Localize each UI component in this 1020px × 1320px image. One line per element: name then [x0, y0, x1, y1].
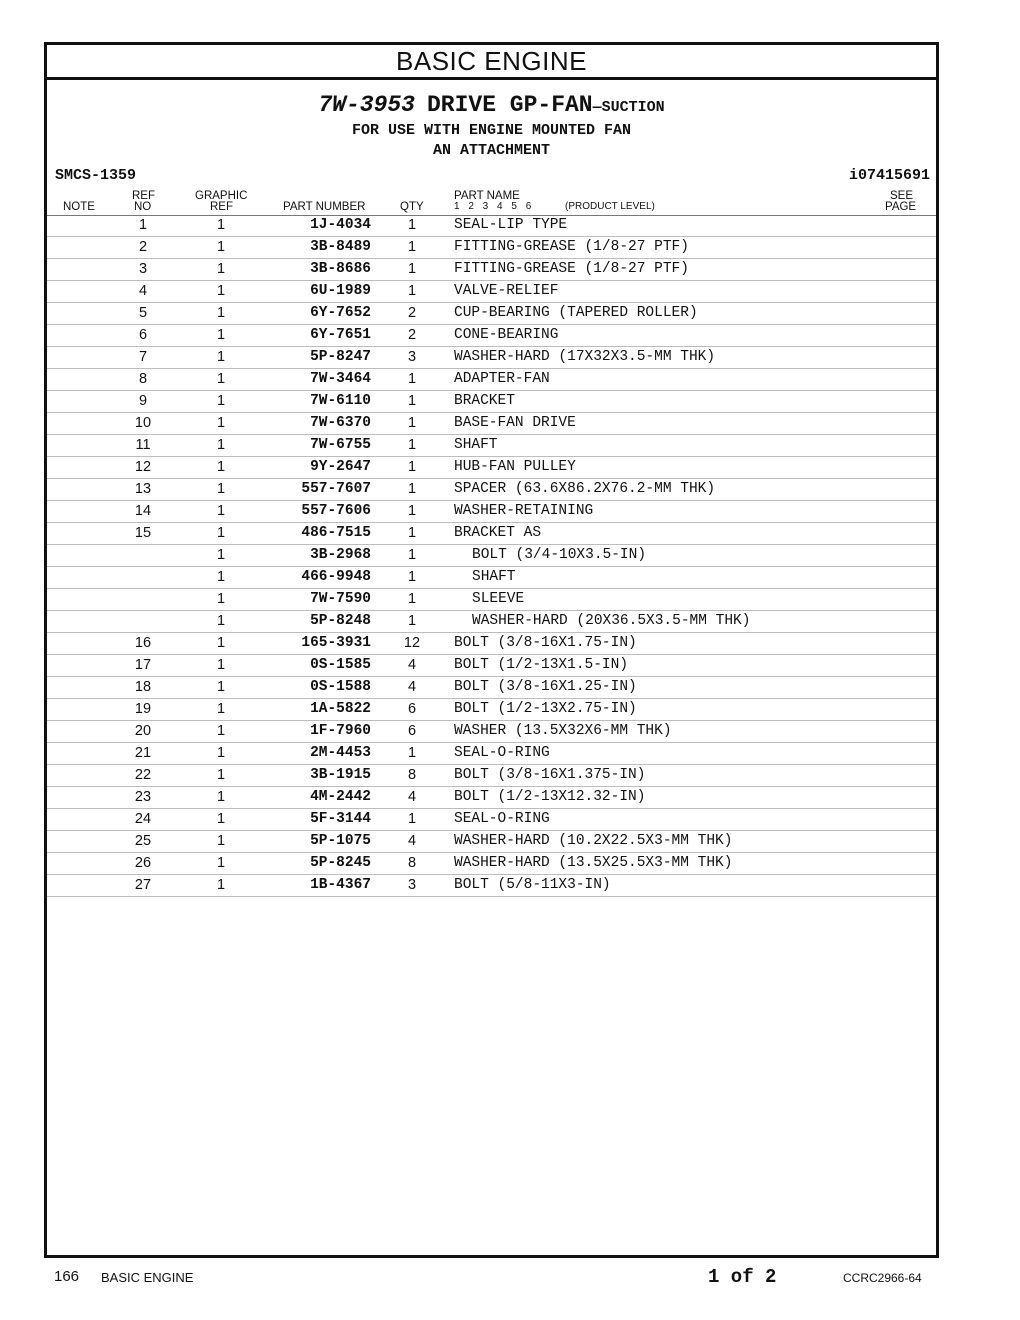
graphic-ref: 1 — [216, 767, 226, 783]
quantity: 1 — [407, 283, 417, 299]
ref-no: 4 — [138, 283, 148, 299]
part-number: 4M-2442 — [310, 789, 371, 805]
part-number: 9Y-2647 — [310, 459, 371, 475]
quantity: 1 — [407, 503, 417, 519]
ref-no: 1 — [138, 217, 148, 233]
part-number: 1J-4034 — [310, 217, 371, 233]
part-number: 7W-6755 — [310, 437, 371, 453]
table-row — [47, 303, 936, 325]
quantity: 1 — [407, 459, 417, 475]
part-name: SEAL-O-RING — [454, 745, 550, 761]
part-number: 7W-3464 — [310, 371, 371, 387]
ref-no: 21 — [134, 745, 152, 761]
part-name: BOLT (1/2-13X2.75-IN) — [454, 701, 637, 717]
part-number: 3B-8686 — [310, 261, 371, 277]
col-product-level: (PRODUCT LEVEL) — [565, 201, 655, 212]
column-header — [47, 190, 936, 216]
ref-no: 22 — [134, 767, 152, 783]
part-name: BOLT (1/2-13X12.32-IN) — [454, 789, 646, 805]
table-row — [47, 633, 936, 655]
quantity: 1 — [407, 371, 417, 387]
footer-page-of: 1 of 2 — [708, 1266, 777, 1288]
part-name: FITTING-GREASE (1/8-27 PTF) — [454, 261, 689, 277]
quantity: 1 — [407, 239, 417, 255]
graphic-ref: 1 — [216, 415, 226, 431]
graphic-ref: 1 — [216, 503, 226, 519]
ref-no: 11 — [135, 437, 151, 453]
ref-no: 9 — [138, 393, 148, 409]
quantity: 4 — [407, 657, 417, 673]
table-row — [47, 347, 936, 369]
graphic-ref: 1 — [216, 679, 226, 695]
part-name: WASHER-HARD (13.5X25.5X3-MM THK) — [454, 855, 733, 871]
illustration-id: i07415691 — [848, 167, 930, 184]
part-name: SEAL-O-RING — [454, 811, 550, 827]
ref-no: 8 — [138, 371, 148, 387]
part-name: WASHER (13.5X32X6-MM THK) — [454, 723, 672, 739]
table-row — [47, 567, 936, 589]
quantity: 1 — [407, 437, 417, 453]
table-row — [47, 831, 936, 853]
part-number: 5P-1075 — [310, 833, 371, 849]
graphic-ref: 1 — [216, 701, 226, 717]
col-see-bottom: PAGE — [885, 201, 917, 213]
col-part-name: PART NAME — [454, 190, 520, 202]
parts-list — [47, 215, 936, 897]
graphic-ref: 1 — [216, 239, 226, 255]
section-title: BASIC ENGINE — [47, 45, 936, 80]
part-name: SPACER (63.6X86.2X76.2-MM THK) — [454, 481, 716, 497]
part-number: 486-7515 — [301, 525, 371, 541]
graphic-ref: 1 — [216, 591, 226, 607]
table-row — [47, 677, 936, 699]
part-number: 466-9948 — [301, 569, 371, 585]
part-name: WASHER-HARD (20X36.5X3.5-MM THK) — [472, 613, 751, 629]
table-row — [47, 699, 936, 721]
part-name: SHAFT — [472, 569, 516, 585]
part-name: BOLT (3/4-10X3.5-IN) — [472, 547, 647, 563]
quantity: 1 — [407, 261, 417, 277]
page-footer — [0, 1262, 1020, 1292]
part-name: CUP-BEARING (TAPERED ROLLER) — [454, 305, 698, 321]
part-number: 5P-8248 — [310, 613, 371, 629]
graphic-ref: 1 — [216, 569, 226, 585]
col-levels: 1 2 3 4 5 6 — [454, 201, 532, 212]
part-number: 1F-7960 — [310, 723, 371, 739]
part-name: BOLT (3/8-16X1.75-IN) — [454, 635, 637, 651]
part-name: BOLT (5/8-11X3-IN) — [454, 877, 611, 893]
table-row — [47, 765, 936, 787]
ref-no: 18 — [134, 679, 152, 695]
part-number: 0S-1588 — [310, 679, 371, 695]
graphic-ref: 1 — [216, 657, 226, 673]
part-number: 5F-3144 — [310, 811, 371, 827]
ref-no: 16 — [134, 635, 152, 651]
group-description: DRIVE GP-FAN — [426, 92, 593, 118]
ref-no: 25 — [134, 833, 152, 849]
col-see-top: SEE — [890, 190, 914, 202]
table-row — [47, 237, 936, 259]
part-name: SHAFT — [454, 437, 498, 453]
quantity: 3 — [407, 349, 417, 365]
part-number: 3B-2968 — [310, 547, 371, 563]
table-row — [47, 875, 936, 897]
part-name: BOLT (3/8-16X1.25-IN) — [454, 679, 637, 695]
table-row — [47, 809, 936, 831]
col-note: NOTE — [63, 201, 95, 213]
table-row — [47, 413, 936, 435]
graphic-ref: 1 — [216, 855, 226, 871]
quantity: 6 — [407, 701, 417, 717]
part-name: VALVE-RELIEF — [454, 283, 559, 299]
ref-no: 7 — [138, 349, 148, 365]
table-row — [47, 457, 936, 479]
graphic-ref: 1 — [216, 877, 226, 893]
table-row — [47, 281, 936, 303]
quantity: 1 — [407, 525, 417, 541]
quantity: 3 — [407, 877, 417, 893]
part-number: 557-7606 — [301, 503, 371, 519]
col-qty: QTY — [400, 201, 424, 213]
table-row — [47, 479, 936, 501]
table-row — [47, 435, 936, 457]
col-ref-bottom: NO — [134, 201, 152, 213]
ref-no: 26 — [134, 855, 152, 871]
part-name: SLEEVE — [472, 591, 525, 607]
part-number: 6Y-7651 — [310, 327, 371, 343]
col-graphic-top: GRAPHIC — [195, 190, 248, 202]
part-name: BRACKET AS — [454, 525, 542, 541]
quantity: 4 — [407, 789, 417, 805]
part-name: BASE-FAN DRIVE — [454, 415, 576, 431]
quantity: 1 — [407, 591, 417, 607]
table-row — [47, 721, 936, 743]
smcs-row — [55, 167, 930, 187]
ref-no: 15 — [134, 525, 152, 541]
graphic-ref: 1 — [216, 217, 226, 233]
graphic-ref: 1 — [216, 547, 226, 563]
part-number: 5P-8245 — [310, 855, 371, 871]
table-row — [47, 787, 936, 809]
part-number: 7W-7590 — [310, 591, 371, 607]
graphic-ref: 1 — [216, 833, 226, 849]
ref-no: 13 — [134, 481, 152, 497]
part-name: WASHER-HARD (17X32X3.5-MM THK) — [454, 349, 716, 365]
graphic-ref: 1 — [216, 613, 226, 629]
quantity: 8 — [407, 767, 417, 783]
graphic-ref: 1 — [216, 459, 226, 475]
quantity: 1 — [407, 613, 417, 629]
ref-no: 6 — [138, 327, 148, 343]
quantity: 4 — [407, 833, 417, 849]
quantity: 2 — [407, 327, 417, 343]
quantity: 1 — [407, 547, 417, 563]
group-title — [47, 92, 936, 121]
ref-no: 14 — [134, 503, 152, 519]
group-description-suffix: —SUCTION — [592, 99, 665, 116]
table-row — [47, 611, 936, 633]
ref-no: 20 — [134, 723, 152, 739]
part-name: WASHER-HARD (10.2X22.5X3-MM THK) — [454, 833, 733, 849]
graphic-ref: 1 — [216, 261, 226, 277]
part-number: 0S-1585 — [310, 657, 371, 673]
part-number: 557-7607 — [301, 481, 371, 497]
graphic-ref: 1 — [216, 327, 226, 343]
part-name: ADAPTER-FAN — [454, 371, 550, 387]
graphic-ref: 1 — [216, 745, 226, 761]
quantity: 6 — [407, 723, 417, 739]
graphic-ref: 1 — [216, 349, 226, 365]
col-graphic-bottom: REF — [210, 201, 233, 213]
part-number: 7W-6110 — [310, 393, 371, 409]
quantity: 1 — [407, 481, 417, 497]
quantity: 4 — [407, 679, 417, 695]
ref-no: 23 — [134, 789, 152, 805]
catalog-frame — [44, 42, 939, 1258]
col-ref-top: REF — [132, 190, 155, 202]
part-name: WASHER-RETAINING — [454, 503, 594, 519]
table-row — [47, 523, 936, 545]
graphic-ref: 1 — [216, 393, 226, 409]
part-name: SEAL-LIP TYPE — [454, 217, 568, 233]
group-heading — [47, 92, 936, 161]
ref-no: 12 — [134, 459, 152, 475]
table-row — [47, 545, 936, 567]
table-row — [47, 501, 936, 523]
part-name: CONE-BEARING — [454, 327, 559, 343]
graphic-ref: 1 — [216, 437, 226, 453]
footer-page-number: 166 — [54, 1268, 80, 1285]
part-number: 6Y-7652 — [310, 305, 371, 321]
ref-no: 10 — [134, 415, 152, 431]
quantity: 1 — [407, 569, 417, 585]
graphic-ref: 1 — [216, 371, 226, 387]
graphic-ref: 1 — [216, 635, 226, 651]
part-number: 3B-1915 — [310, 767, 371, 783]
quantity: 1 — [407, 393, 417, 409]
quantity: 1 — [407, 217, 417, 233]
part-number: 1B-4367 — [310, 877, 371, 893]
quantity: 12 — [403, 635, 421, 651]
part-number: 1A-5822 — [310, 701, 371, 717]
quantity: 1 — [407, 811, 417, 827]
table-row — [47, 369, 936, 391]
ref-no: 27 — [134, 877, 152, 893]
part-name: BOLT (1/2-13X1.5-IN) — [454, 657, 629, 673]
smcs-code: SMCS-1359 — [55, 167, 137, 184]
table-row — [47, 589, 936, 611]
graphic-ref: 1 — [216, 481, 226, 497]
quantity: 2 — [407, 305, 417, 321]
part-number: 165-3931 — [301, 635, 371, 651]
ref-no: 24 — [134, 811, 152, 827]
part-number: 7W-6370 — [310, 415, 371, 431]
group-attachment-note: AN ATTACHMENT — [432, 142, 551, 159]
table-row — [47, 325, 936, 347]
group-part-number: 7W-3953 — [318, 92, 415, 118]
quantity: 8 — [407, 855, 417, 871]
ref-no: 19 — [134, 701, 152, 717]
quantity: 1 — [407, 415, 417, 431]
graphic-ref: 1 — [216, 723, 226, 739]
table-row — [47, 655, 936, 677]
table-row — [47, 743, 936, 765]
part-name: BRACKET — [454, 393, 515, 409]
part-number: 2M-4453 — [310, 745, 371, 761]
ref-no: 17 — [134, 657, 152, 673]
graphic-ref: 1 — [216, 789, 226, 805]
graphic-ref: 1 — [216, 811, 226, 827]
ref-no: 5 — [138, 305, 148, 321]
part-name: FITTING-GREASE (1/8-27 PTF) — [454, 239, 689, 255]
footer-section: BASIC ENGINE — [101, 1270, 194, 1285]
part-name: BOLT (3/8-16X1.375-IN) — [454, 767, 646, 783]
part-number: 3B-8489 — [310, 239, 371, 255]
part-number: 5P-8247 — [310, 349, 371, 365]
graphic-ref: 1 — [216, 283, 226, 299]
table-row — [47, 259, 936, 281]
ref-no: 3 — [138, 261, 148, 277]
col-part-number: PART NUMBER — [283, 201, 366, 213]
table-row — [47, 215, 936, 237]
part-name: HUB-FAN PULLEY — [454, 459, 576, 475]
part-number: 6U-1989 — [310, 283, 371, 299]
graphic-ref: 1 — [216, 525, 226, 541]
group-usage-note: FOR USE WITH ENGINE MOUNTED FAN — [351, 122, 632, 139]
table-row — [47, 391, 936, 413]
graphic-ref: 1 — [216, 305, 226, 321]
ref-no: 2 — [138, 239, 148, 255]
footer-doc-code: CCRC2966-64 — [843, 1271, 922, 1285]
quantity: 1 — [407, 745, 417, 761]
table-row — [47, 853, 936, 875]
